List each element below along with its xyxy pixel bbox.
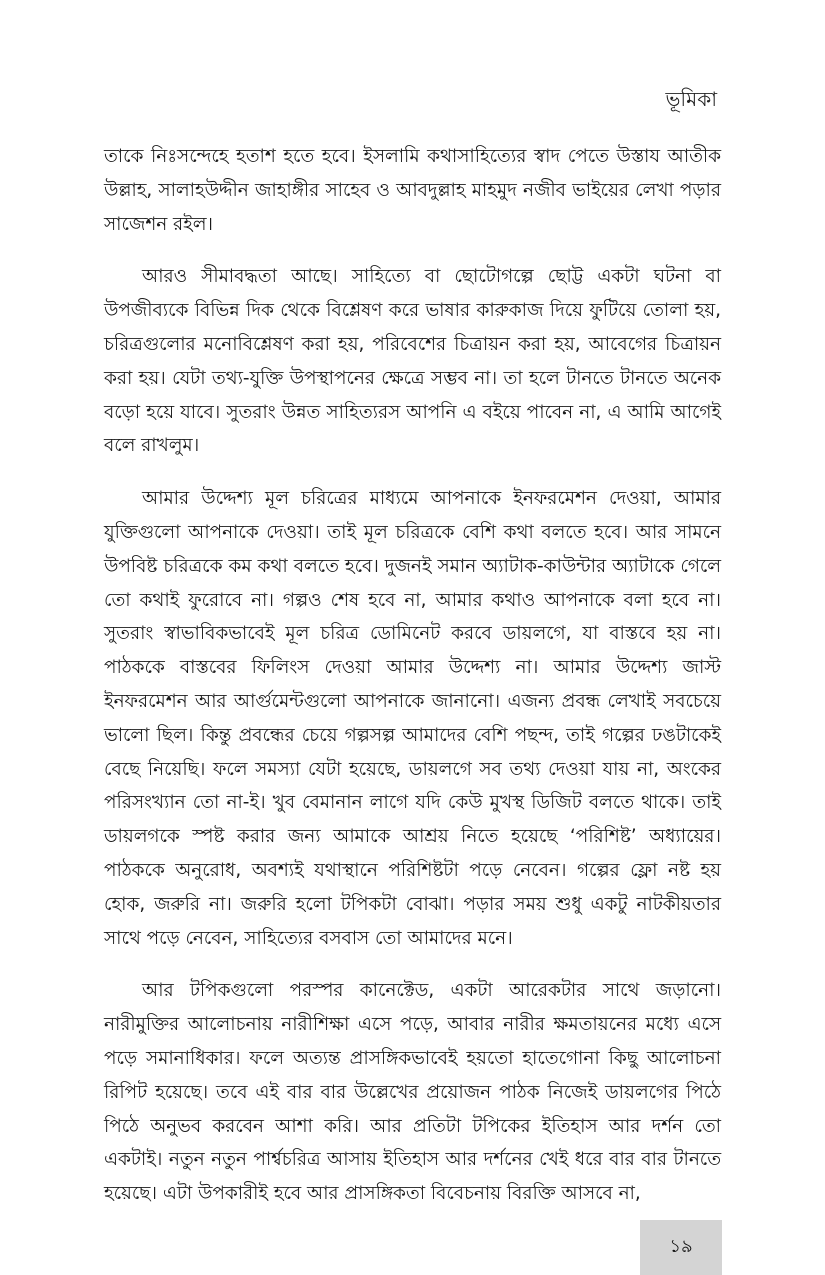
running-head-title: ভূমিকা	[665, 87, 717, 111]
paragraph: আর টপিকগুলো পরস্পর কানেক্টেড, একটা আরেকটার সাথে জড়ানো। নারীমুক্তির আলোচনায় নারীশিক্ষা এসে পড়ে, আবার নারীর ক্ষমতায়নের মধ্যে এসে পড়ে সমানাধিকার। ফলে অত্যন্ত প্রাসঙ্গিকভাবেই হয়তো হাতেগোনা কিছু আলোচনা রিপিট হয়েছে। তবে এই বার বার উল্লেখের প্রয়োজন পাঠক নিজেই ডায়লগের পিঠে পিঠে অনুভব করবেন আশা করি। আর প্রতিটা টপিকের ইতিহাস আর দর্শন তো একটাই। নতুন নতুন পার্শ্বচরিত্র আসায় ইতিহাস আর দর্শনের খেই ধরে বার বার টানতে হয়েছে। এটা উপকারীই হবে আর প্রাসঙ্গিকতা বিবেচনায় বিরক্তি আসবে না,	[104, 980, 721, 1205]
page-number: ১৯	[669, 1236, 693, 1257]
body-text	[104, 140, 721, 1230]
paragraph-continued: তাকে নিঃসন্দেহে হতাশ হতে হবে। ইসলামি কথাসাহিত্যের স্বাদ পেতে উস্তায আতীক উল্লাহ, সালাহউদ্দীন জাহাঙ্গীর সাহেব ও আবদুল্লাহ মাহমুদ নজীব ভাইয়ের লেখা পড়ার সাজেশন রইল।	[104, 146, 721, 235]
paragraph: আরও সীমাবদ্ধতা আছে। সাহিত্যে বা ছোটোগল্পে ছোট্ট একটা ঘটনা বা উপজীব্যকে বিভিন্ন দিক থেকে বিশ্লেষণ করে ভাষার কারুকাজ দিয়ে ফুটিয়ে তোলা হয়, চরিত্রগুলোর মনোবিশ্লেষণ করা হয়, পরিবেশের চিত্রায়ন করা হয়, আবেগের চিত্রায়ন করা হয়। যেটা তথ্য-যুক্তি উপস্থাপনের ক্ষেত্রে সম্ভব না। তা হলে টানতে টানতে অনেক বড়ো হয়ে যাবে। সুতরাং উন্নত সাহিত্যরস আপনি এ বইয়ে পাবেন না, এ আমি আগেই বলে রাখলুম।	[104, 266, 721, 457]
paragraph: আমার উদ্দেশ্য মূল চরিত্রের মাধ্যমে আপনাকে ইনফরমেশন দেওয়া, আমার যুক্তিগুলো আপনাকে দেওয়া। তাই মূল চরিত্রকে বেশি কথা বলতে হবে। আর সামনে উপবিষ্ট চরিত্রকে কম কথা বলতে হবে। দুজনই সমান অ্যাটাক-কাউন্টার অ্যাটাকে গেলে তো কথাই ফুরোবে না। গল্পও শেষ হবে না, আমার কথাও আপনাকে বলা হবে না। সুতরাং স্বাভাবিকভাবেই মূল চরিত্র ডোমিনেট করবে ডায়লগে, যা বাস্তবে হয় না। পাঠককে বাস্তবের ফিলিংস দেওয়া আমার উদ্দেশ্য না। আমার উদ্দেশ্য জাস্ট ইনফরমেশন আর আর্গুমেন্টগুলো আপনাকে জানানো। এজন্য প্রবন্ধ লেখাই সবচেয়ে ভালো ছিল। কিন্তু প্রবন্ধের চেয়ে গল্পসল্প আমাদের বেশি পছন্দ, তাই গল্পের ঢঙটাকেই বেছে নিয়েছি। ফলে সমস্যা যেটা হয়েছে, ডায়লগে সব তথ্য দেওয়া যায় না, অংকের পরিসংখ্যান তো না-ই। খুব বেমানান লাগে যদি কেউ মুখস্থ ডিজিট বলতে থাকে। তাই ডায়লগকে স্পষ্ট করার জন্য আমাকে আশ্রয় নিতে হয়েছে ‘পরিশিষ্ট’ অধ্যায়ের। পাঠককে অনুরোধ, অবশ্যই যথাস্থানে পরিশিষ্টটা পড়ে নেবেন। গল্পের ফ্লো নষ্ট হয় হোক, জরুরি না। জরুরি হলো টপিকটা বোঝা। পড়ার সময় শুধু একটু নাটকীয়তার সাথে পড়ে নেবেন, সাহিত্যের বসবাস তো আমাদের মনে।	[104, 488, 721, 949]
page-number-box	[640, 1220, 722, 1275]
